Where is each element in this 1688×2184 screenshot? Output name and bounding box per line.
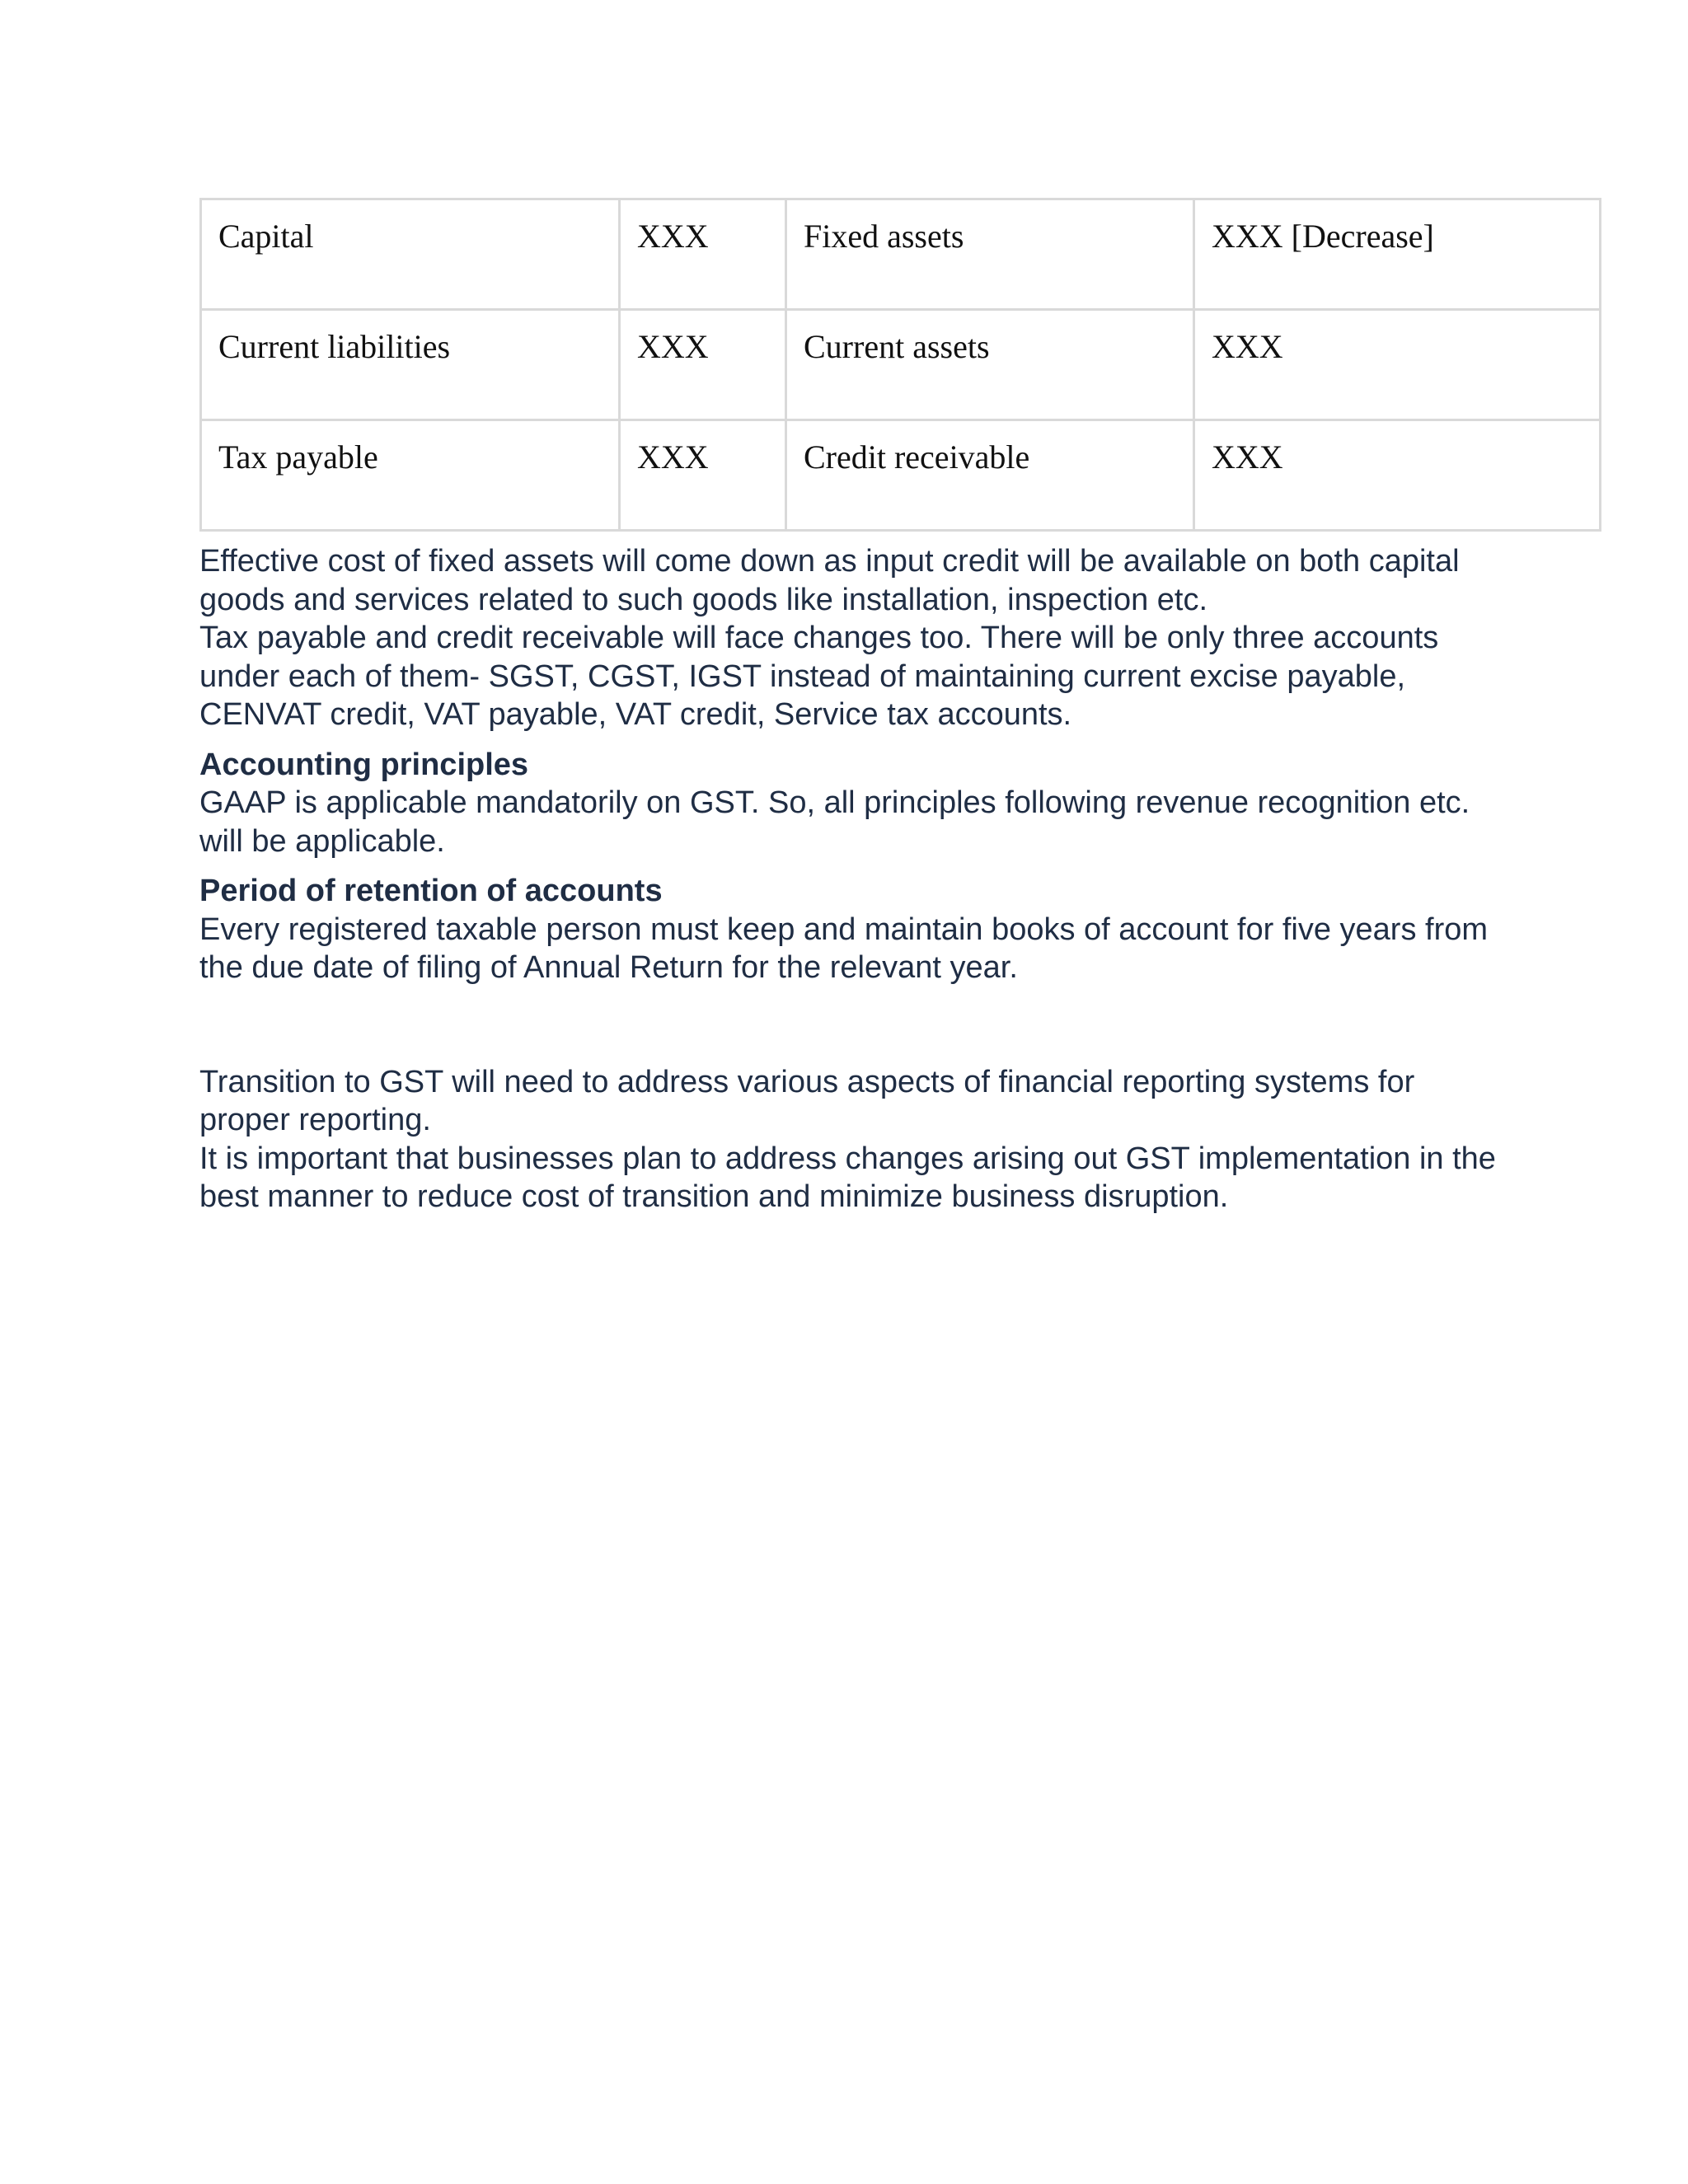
table-cell: Current assets (786, 310, 1194, 420)
table-cell: Capital (201, 199, 620, 310)
table-cell: XXX (1194, 310, 1601, 420)
table-cell: Tax payable (201, 420, 620, 531)
paragraph-tax-payable: Tax payable and credit receivable will face changes too. There will be only three accounts under each of them- SGST, CGST, IGST instead of maintaining current excise payable, CENVAT credit, VAT payable, VAT credit, Service tax accounts. (199, 621, 1439, 732)
paragraph-retention: Every registered taxable person must keep and maintain books of account for five years from the due date of filing of Annual Return for the relevant year. (199, 912, 1489, 985)
heading-accounting-principles: Accounting principles (199, 747, 529, 782)
paragraph-gaap: GAAP is applicable mandatorily on GST. So, all principles following revenue recognition etc. will be applicable. (199, 785, 1470, 859)
table-cell: Credit receivable (786, 420, 1194, 531)
table-cell: XXX [Decrease] (1194, 199, 1601, 310)
table-row (201, 199, 1601, 310)
body-text (199, 542, 1502, 1216)
paragraph-fixed-assets: Effective cost of fixed assets will come down as input credit will be available on both capital goods and services related to such goods like installation, inspection etc. (199, 544, 1460, 617)
table-row (201, 310, 1601, 420)
paragraph-plan: It is important that businesses plan to address changes arising out GST implementation in the best manner to reduce cost of transition and minimize business disruption. (199, 1141, 1496, 1214)
table-cell: Current liabilities (201, 310, 620, 420)
table-cell: Fixed assets (786, 199, 1194, 310)
table-cell: XXX (620, 199, 786, 310)
balance-sheet-table (199, 198, 1601, 532)
paragraph-transition: Transition to GST will need to address various aspects of financial reporting systems for proper reporting. (199, 1064, 1415, 1137)
table-cell: XXX (620, 310, 786, 420)
table-cell: XXX (1194, 420, 1601, 531)
table-row (201, 420, 1601, 531)
table-cell: XXX (620, 420, 786, 531)
heading-retention-period: Period of retention of accounts (199, 874, 663, 908)
